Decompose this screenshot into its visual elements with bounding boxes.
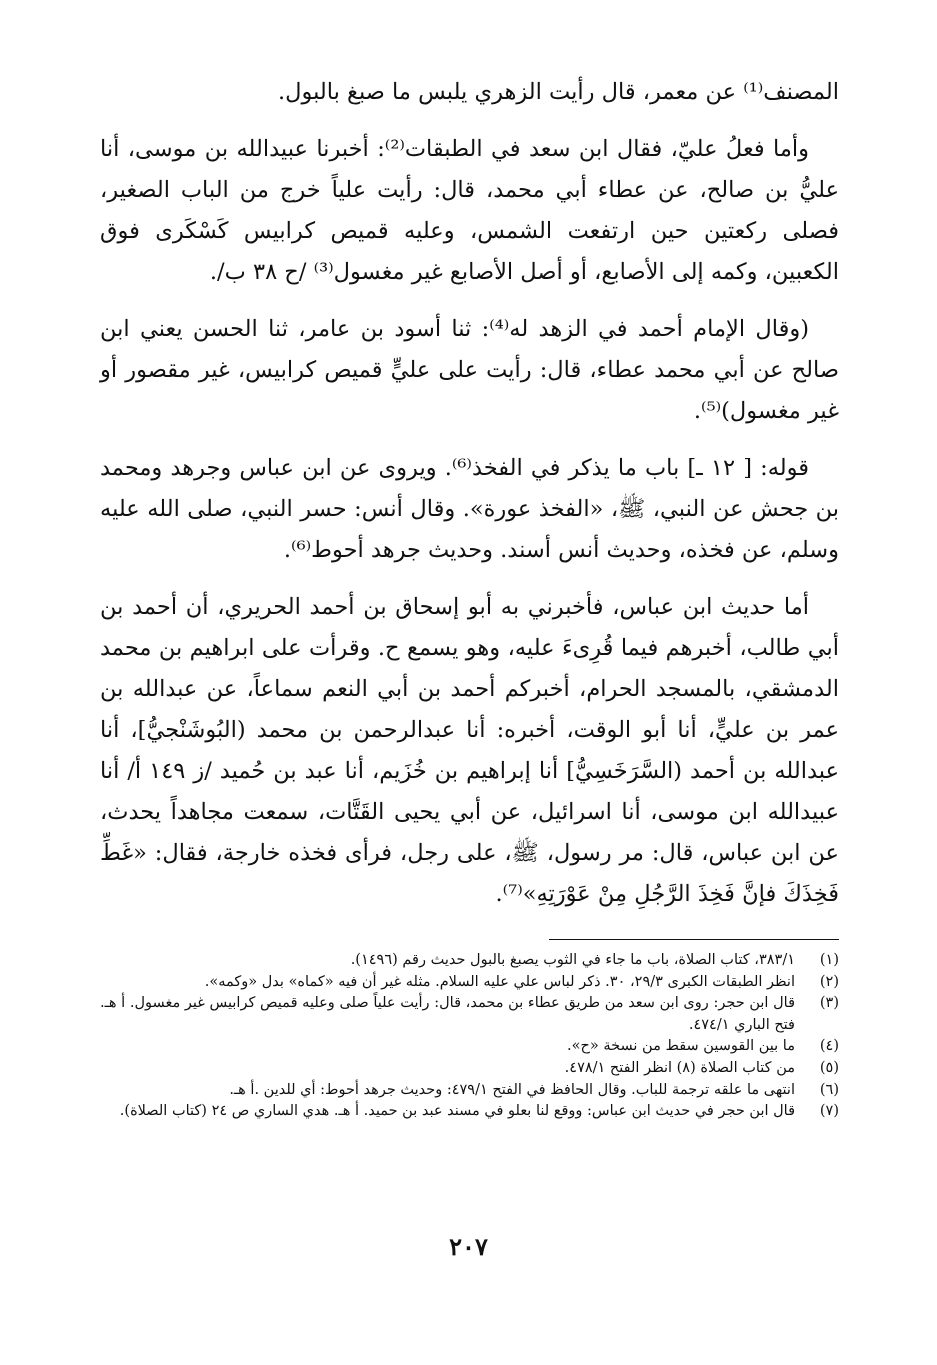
paragraph-2: وأما فعلُ عليّ، فقال ابن سعد في الطبقات⁽²⁾: أخبرنا عبيدالله بن موسى، أنا عليُّ بن صالح، عن عطاء أبي محمد، قال: رأيت علياً خرج من الباب الصغير، فصلى ركعتين حين ارتفعت الشمس، وعليه قميص كرابيس كَسْكَرى فوق الكعبين، وكمه إلى الأصابع، أو أصل الأصابع غير مغسول⁽³⁾ /ح ٣٨ ب/.	[100, 136, 839, 285]
footnote-number: (٥)	[819, 1059, 839, 1076]
footnote-number: (١)	[819, 952, 839, 968]
footnote	[100, 1080, 839, 1102]
footnote-text: قال ابن حجر: روى ابن سعد من طريق عطاء بن محمد، قال: رأيت علياً صلى وعليه قميص كرابيس غير مغسول. أ هـ. فتح الباري ٤٧٤/١.	[100, 995, 795, 1033]
footnote-text: ما بين القوسين سقط من نسخة «ح».	[567, 1038, 795, 1055]
footnote-text: قال ابن حجر في حديث ابن عباس: ووقع لنا بعلو في مسند عبد بن حميد. أ هـ. هدي الساري ص ٢٤ (كتاب الصلاة).	[119, 1103, 795, 1120]
footnote-number: (٢)	[819, 973, 839, 990]
footnote	[100, 1058, 839, 1080]
footnote-separator	[549, 939, 839, 940]
footnote-text: من كتاب الصلاة (٨) انظر الفتح ٤٧٨/١.	[564, 1059, 795, 1076]
footnotes	[100, 950, 839, 1123]
paragraph-5: أما حديث ابن عباس، فأخبرني به أبو إسحاق بن أحمد الحريري، أن أحمد بن أبي طالب، أخبرهم فيما قُرِىءَ عليه، وهو يسمع ح. وقرأت على ابراهيم بن محمد الدمشقي، بالمسجد الحرام، أخبركم أحمد بن أبي النعم سماعاً، عن عبدالله بن عمر بن عليٍّ، أنا أبو الوقت، أخبره: أنا عبدالرحمن بن محمد (البُوشَنْجيُّ]، أنا عبدالله بن أحمد (السَّرَخَسِيُّ] أنا إبراهيم بن خُزَيم، أنا عبد بن حُميد /ز ١٤٩ أ/ أنا عبيدالله ابن موسى، أنا اسرائيل، عن أبي يحيى القَتَّات، سمعت مجاهداً يحدث، عن ابن عباس، قال: مر رسول، ﷺ، على رجل، فرأى فخذه خارجة، فقال: «غَطِّ فَخِذَكَ فإنَّ فَخِذَ الرَّجُلِ مِنْ عَوْرَتِهِ»⁽⁷⁾.	[100, 594, 839, 907]
paragraph-4: قوله: [ ١٢ ـ] باب ما يذكر في الفخذ⁽⁶⁾. ويروى عن ابن عباس وجرهد ومحمد بن جحش عن النبي، ﷺ، «الفخذ عورة». وقال أنس: حسر النبي، صلى الله عليه وسلم، عن فخذه، وحديث أنس أسند. وحديث جرهد أحوط⁽⁶⁾.	[100, 455, 839, 563]
footnote-text: انظر الطبقات الكبرى ٢٩/٣، ٣٠. ذكر لباس علي عليه السلام. مثله غير أن فيه «كماه» بدل «وكمه».	[204, 973, 795, 990]
footnote	[100, 1036, 839, 1058]
paragraph-3: (وقال الإمام أحمد في الزهد له⁽⁴⁾: ثنا أسود بن عامر، ثنا الحسن يعني ابن صالح عن أبي محمد عطاء، قال: رأيت على عليٍّ قميص كرابيس، غير مقصور أو غير مغسول)⁽⁵⁾.	[100, 316, 839, 424]
main-text	[100, 72, 839, 915]
footnote-number: (٦)	[819, 1081, 839, 1098]
footnote	[100, 950, 839, 972]
footnote-number: (٧)	[819, 1103, 839, 1120]
footnote	[100, 972, 839, 994]
footnote	[100, 1101, 839, 1123]
footnote-text: ٣٨٣/١، كتاب الصلاة، باب ما جاء في الثوب يصبغ بالبول حديث رقم (١٤٩٦).	[350, 952, 795, 968]
page-number: ٢٠٧	[449, 1232, 488, 1261]
footnote-number: (٣)	[819, 995, 839, 1012]
footnote-number: (٤)	[819, 1038, 839, 1055]
paragraph-1: المصنف⁽¹⁾ عن معمر، قال رأيت الزهري يلبس ما صبغ بالبول.	[278, 79, 839, 105]
footnote	[100, 993, 839, 1036]
footnote-text: انتهى ما علقه ترجمة للباب. وقال الحافظ في الفتح ٤٧٩/١: وحديث جرهد أحوط: أي للدين .أ هـ.	[229, 1081, 795, 1098]
